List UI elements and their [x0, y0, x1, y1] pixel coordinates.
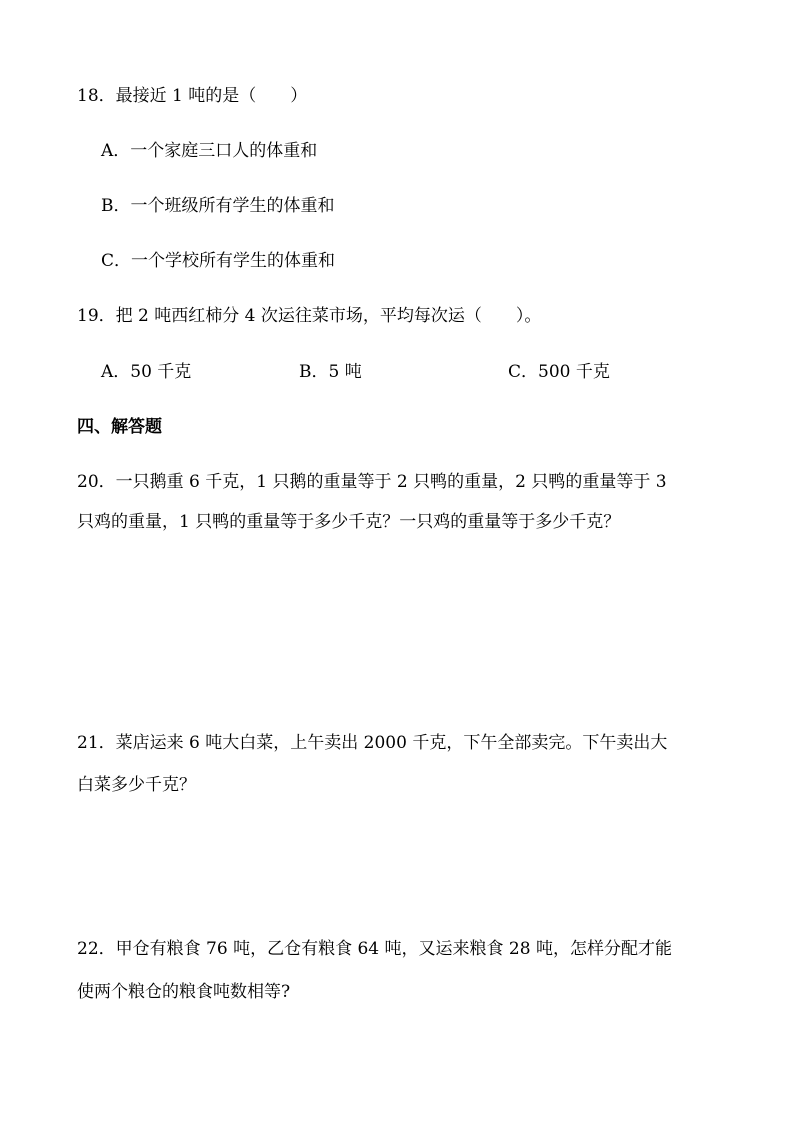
question-18-option-c: C．一个学校所有学生的体重和: [101, 251, 336, 271]
question-20-line-2: 只鸡的重量，1 只鸭的重量等于多少千克？一只鸡的重量等于多少千克？: [77, 512, 621, 532]
question-19-option-c: C．500 千克: [508, 362, 610, 382]
question-21-line-2: 白菜多少千克？: [77, 775, 196, 795]
question-22-line-1: 22．甲仓有粮食 76 吨，乙仓有粮食 64 吨，又运来粮食 28 吨，怎样分配才能: [77, 939, 672, 959]
question-18-option-b: B．一个班级所有学生的体重和: [101, 196, 335, 216]
question-21-line-1: 21．菜店运来 6 吨大白菜，上午卖出 2000 千克，下午全部卖完。下午卖出大: [77, 733, 668, 753]
question-18-option-a: A．一个家庭三口人的体重和: [101, 141, 318, 161]
question-19-option-b: B．5 吨: [299, 362, 362, 382]
question-22-line-2: 使两个粮仓的粮食吨数相等?: [77, 982, 291, 1002]
question-19-stem: 19．把 2 吨西红柿分 4 次运往菜市场，平均每次运（ ）。: [77, 306, 542, 326]
section-heading: 四、解答题: [77, 417, 162, 437]
question-19-option-a: A．50 千克: [101, 362, 192, 382]
question-20-line-1: 20．一只鹅重 6 千克，1 只鹅的重量等于 2 只鸭的重量，2 只鸭的重量等于 3: [77, 472, 667, 492]
question-18-stem: 18．最接近 1 吨的是（ ）: [77, 86, 308, 106]
